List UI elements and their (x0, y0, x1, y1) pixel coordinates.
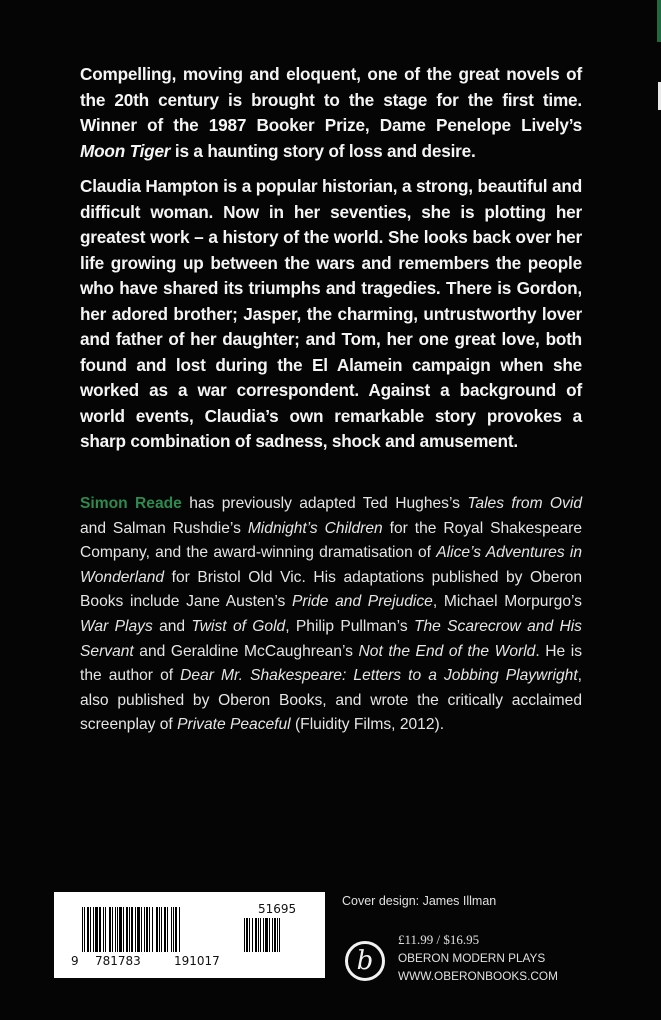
oberon-logo-icon: b (345, 941, 385, 981)
barcode-group2: 191017 (174, 954, 220, 968)
author-bio: Simon Reade has previously adapted Ted Hughes’s Tales from Ovid and Salman Rushdie’s Midnight’s Children for the Royal Shakespeare Company, and the award-winning dramatisation of Alice’s Adventures in Wonderland for Bristol Old Vic. His adaptations published by Oberon Books include Jane Austen’s Pride and Prejudice, Michael Morpurgo’s War Plays and Twist of Gold, Philip Pullman’s The Scarecrow and His Servant and Geraldine McCaughrean’s Not the End of the World. He is the author of Dear Mr. Shakespeare: Letters to a Jobbing Playwright, also published by Oberon Books, and wrote the critically acclaimed screenplay of Private Peaceful (Fluidity Films, 2012). (80, 495, 583, 734)
barcode-prefix-digit: 9 (71, 954, 79, 968)
work-title: Twist of Gold (191, 617, 286, 635)
work-title: Pride and Prejudice (292, 593, 433, 611)
title-italic: Moon Tiger (80, 140, 171, 161)
publisher-website[interactable]: WWW.OBERONBOOKS.COM (398, 969, 558, 983)
barcode-group1: 781783 (95, 954, 141, 968)
barcode-addon-number: 51695 (258, 902, 297, 916)
work-title: Private Peaceful (177, 716, 291, 734)
author-name: Simon Reade (80, 495, 182, 512)
blurb-paragraph: Compelling, moving and eloquent, one of the great novels of the 20th century is brought to the stage for the first time. Winner of the 1987 Booker Prize, Dame Penelope Lively’s Moon Tiger is a haunting story of loss and desire. (80, 64, 582, 161)
series-name: OBERON MODERN PLAYS (398, 951, 546, 965)
publisher-info (398, 931, 558, 985)
work-title: Dear Mr. Shakespeare: Letters to a Jobbing Playwright (180, 667, 578, 685)
isbn-barcode (54, 892, 325, 978)
blurb-paragraph: Claudia Hampton is a popular historian, a strong, beautiful and difficult woman. Now in her seventies, she is plotting her greatest work – a history of the world. She looks back over her life growing up between the wars and remembers the people who have shared its triumphs and tragedies. There is Gordon, her adored brother; Jasper, the charming, untrustworthy lover and father of her daughter; and Tom, her one great love, both found and lost during the El Alamein campaign when she worked as a war correspondent. Against a background of world events, Claudia’s own remarkable story provokes a sharp combination of sadness, shock and amusement. (80, 176, 582, 451)
work-title: Midnight’s Children (247, 519, 383, 537)
barcode-addon-bars (244, 918, 280, 952)
blurb (80, 62, 582, 465)
price: £11.99 / $16.95 (398, 932, 480, 947)
work-title: Alice’s Adventures in Wonderland (80, 544, 583, 586)
work-title: Not the End of the World (358, 642, 536, 660)
work-title: The Scarecrow and His Servant (80, 617, 582, 660)
cover-design-credit: Cover design: James Illman (342, 894, 497, 908)
work-title: Tales from Ovid (467, 495, 582, 512)
work-title: War Plays (80, 617, 153, 635)
barcode-bars (82, 907, 180, 952)
edge-green-strip (657, 0, 661, 42)
